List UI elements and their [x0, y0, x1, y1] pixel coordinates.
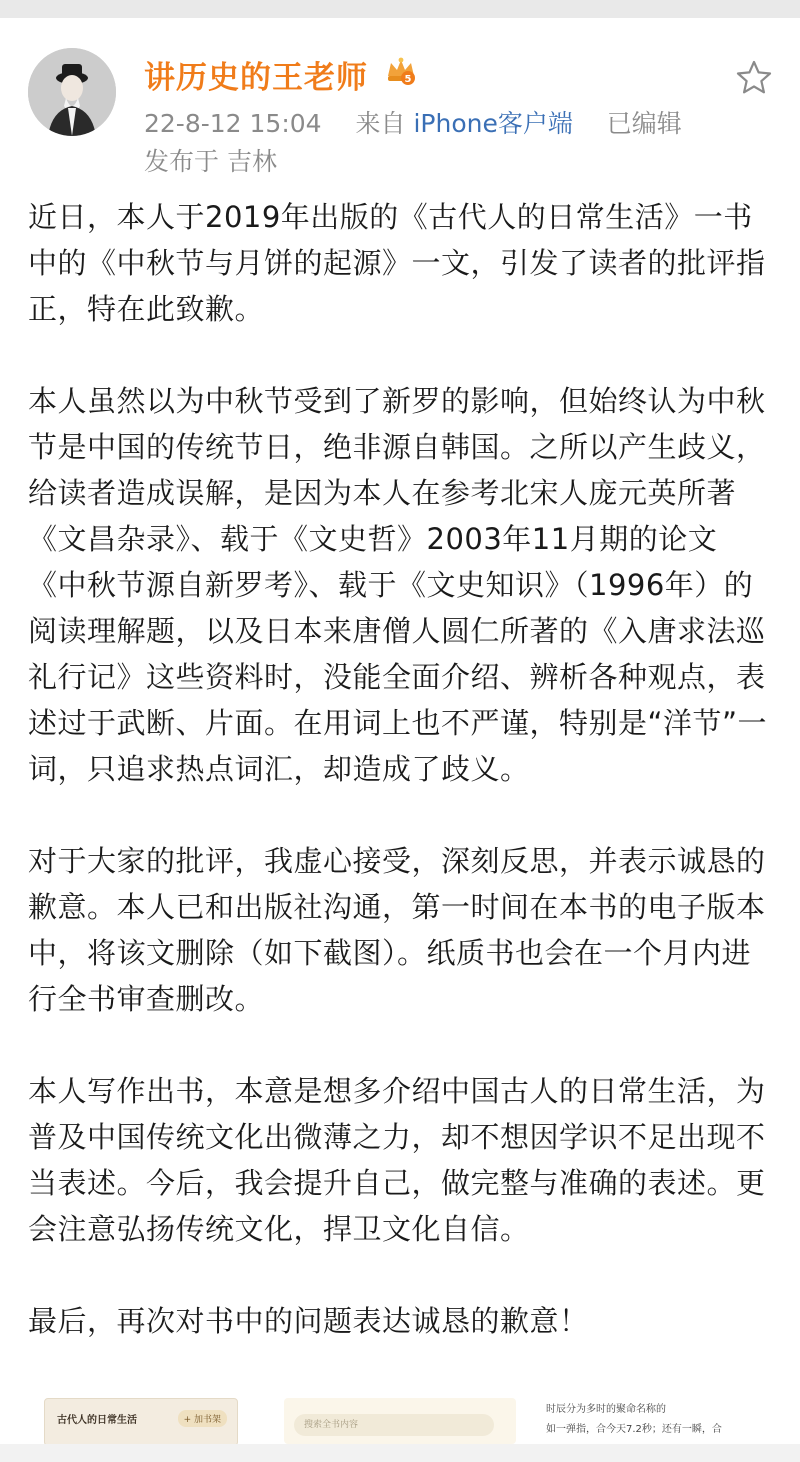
- edited-label[interactable]: 已编辑: [606, 109, 682, 138]
- thumbnail-book-title: 古代人的日常生活: [57, 1415, 137, 1426]
- post-timestamp: 22-8-12 15:04: [144, 109, 322, 138]
- thumbnail-text-line: 如一弹指，合今天7.2秒；还有一瞬，合: [546, 1424, 722, 1435]
- source-client-link[interactable]: iPhone客户端: [413, 109, 573, 138]
- post-location: 发布于 吉林: [144, 147, 277, 176]
- post-paragraph: 对于大家的批评，我虚心接受，深刻反思，并表示诚恳的歉意。本人已和出版社沟通，第一时间在本书的电子版本中，将该文删除（如下截图）。纸质书也会在一个月内进行全书审查删改。: [28, 844, 766, 1016]
- crown-badge-icon: [384, 54, 418, 88]
- post-paragraph: 最后，再次对书中的问题表达诚恳的歉意！: [28, 1304, 589, 1338]
- post-meta: [144, 104, 682, 140]
- thumbnail-add-shelf: + 加书架: [178, 1410, 227, 1427]
- bottom-strip: [0, 1444, 800, 1462]
- post-content: [28, 194, 772, 1344]
- image-thumbnail[interactable]: [44, 1398, 238, 1444]
- attached-images: [0, 1398, 800, 1444]
- star-outline-icon[interactable]: [734, 58, 774, 98]
- post-paragraph: 本人虽然以为中秋节受到了新罗的影响，但始终认为中秋节是中国的传统节日，绝非源自韩国。之所以产生歧义，给读者造成误解，是因为本人在参考北宋人庞元英所著《文昌杂录》、载于《文史哲》2003年11月期的论文《中秋节源自新罗考》、载于《文史知识》（1996年）的阅读理解题，以及日本来唐僧人圆仁所著的《入唐求法巡礼行记》这些资料时，没能全面介绍、辨析各种观点，表述过于武断、片面。在用词上也不严谨，特别是“洋节”一词，只追求热点词汇，却造成了歧义。: [28, 384, 768, 786]
- post-paragraph: 本人写作出书，本意是想多介绍中国古人的日常生活，为普及中国传统文化出微薄之力，却不想因学识不足出现不当表述。今后，我会提升自己，做完整与准确的表述。更会注意弘扬传统文化，捍卫文化自信。: [28, 1074, 766, 1246]
- portrait-avatar-icon: [28, 48, 116, 136]
- source-prefix: 来自: [355, 109, 406, 138]
- image-thumbnail[interactable]: [284, 1398, 516, 1444]
- image-thumbnail[interactable]: [540, 1398, 760, 1444]
- thumbnail-text-line: 时辰分为多时的聚命名称的: [546, 1404, 666, 1415]
- post-header: [0, 18, 800, 190]
- vip-level-text: 5: [404, 74, 412, 85]
- post-paragraph: 近日，本人于2019年出版的《古代人的日常生活》一书中的《中秋节与月饼的起源》一文，引发了读者的批评指正，特在此致歉。: [28, 200, 766, 326]
- author-name[interactable]: 讲历史的王老师: [144, 60, 368, 96]
- thumbnail-search-box: 搜索全书内容: [294, 1414, 494, 1436]
- author-avatar[interactable]: [28, 48, 116, 136]
- top-status-strip: [0, 0, 800, 18]
